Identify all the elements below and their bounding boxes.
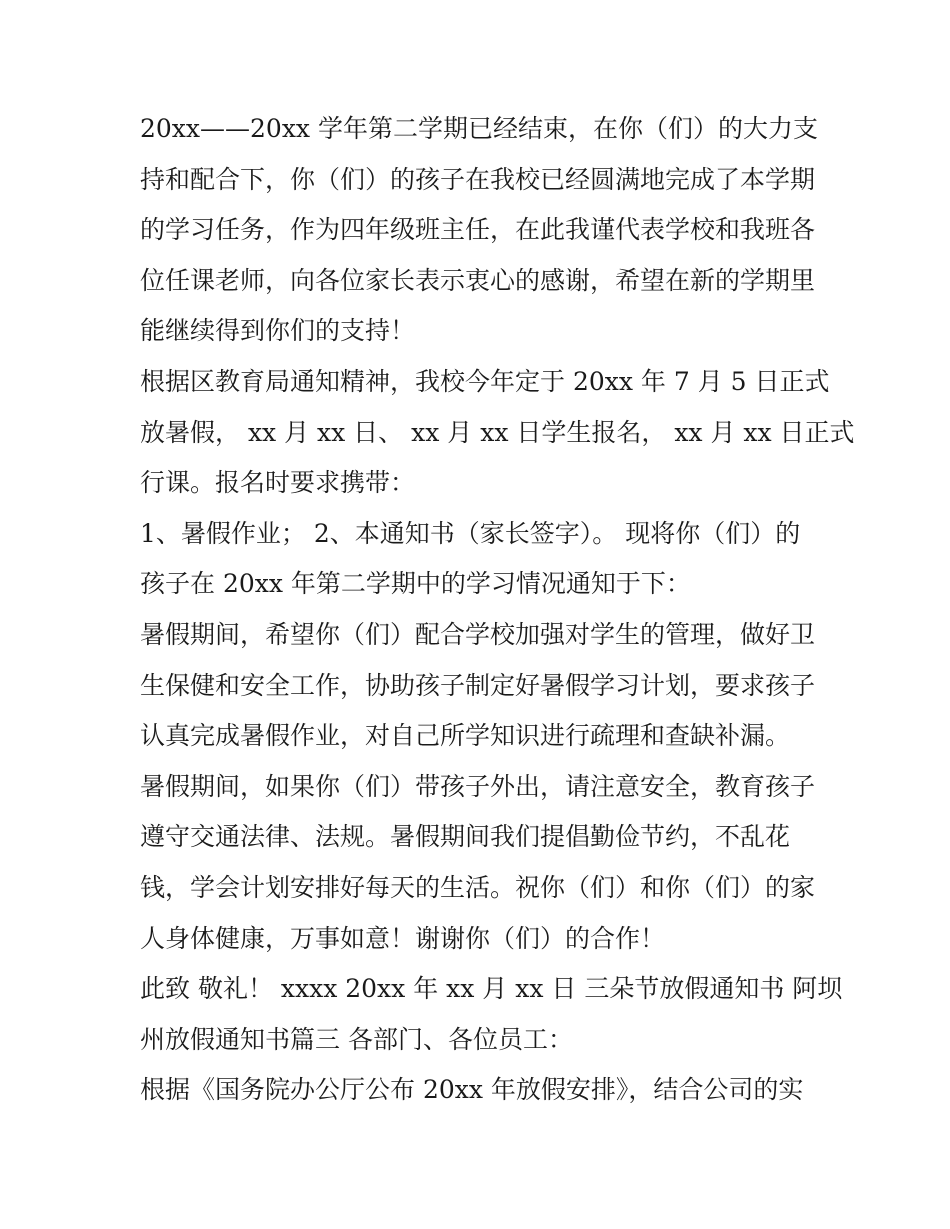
text-line: 孩子在 20xx 年第二学期中的学习情况通知于下： — [140, 569, 691, 599]
text-line: 1、暑假作业； 2、本通知书（家长签字）。 现将你（们）的 — [140, 518, 801, 548]
text-line: 钱，学会计划安排好每天的生活。祝你（们）和你（们）的家 — [140, 872, 816, 902]
text-line: 州放假通知书篇三 各部门、各位员工： — [140, 1024, 573, 1054]
text-line: 的学习任务，作为四年级班主任，在此我谨代表学校和我班各 — [140, 215, 816, 245]
text-line: 根据《国务院办公厅公布 20xx 年放假安排》，结合公司的实 — [140, 1075, 804, 1105]
text-line: 放暑假， xx 月 xx 日、 xx 月 xx 日学生报名， xx 月 xx 日正式 — [140, 417, 855, 447]
text-line: 能继续得到你们的支持！ — [140, 316, 416, 346]
text-line: 认真完成暑假作业，对自己所学知识进行疏理和查缺补漏。 — [140, 721, 791, 751]
text-line: 生保健和安全工作，协助孩子制定好暑假学习计划，要求孩子 — [140, 670, 816, 700]
text-line: 此致 敬礼！ xxxx 20xx 年 xx 月 xx 日 三朵节放假通知书 阿坝 — [140, 974, 843, 1004]
text-line: 位任课老师，向各位家长表示衷心的感谢，希望在新的学期里 — [140, 265, 816, 295]
text-line: 行课。报名时要求携带： — [140, 468, 416, 498]
text-line: 暑假期间，如果你（们）带孩子外出，请注意安全，教育孩子 — [140, 771, 816, 801]
text-line: 人身体健康，万事如意！谢谢你（们）的合作！ — [140, 923, 666, 953]
text-line: 持和配合下，你（们）的孩子在我校已经圆满地完成了本学期 — [140, 164, 816, 194]
document-body — [140, 104, 855, 1116]
text-line: 遵守交通法律、法规。暑假期间我们提倡勤俭节约，不乱花 — [140, 822, 791, 852]
text-line: 暑假期间，希望你（们）配合学校加强对学生的管理，做好卫 — [140, 619, 816, 649]
text-line: 根据区教育局通知精神，我校今年定于 20xx 年 7 月 5 日正式 — [140, 366, 830, 396]
text-line: 20xx——20xx 学年第二学期已经结束，在你（们）的大力支 — [140, 114, 818, 143]
